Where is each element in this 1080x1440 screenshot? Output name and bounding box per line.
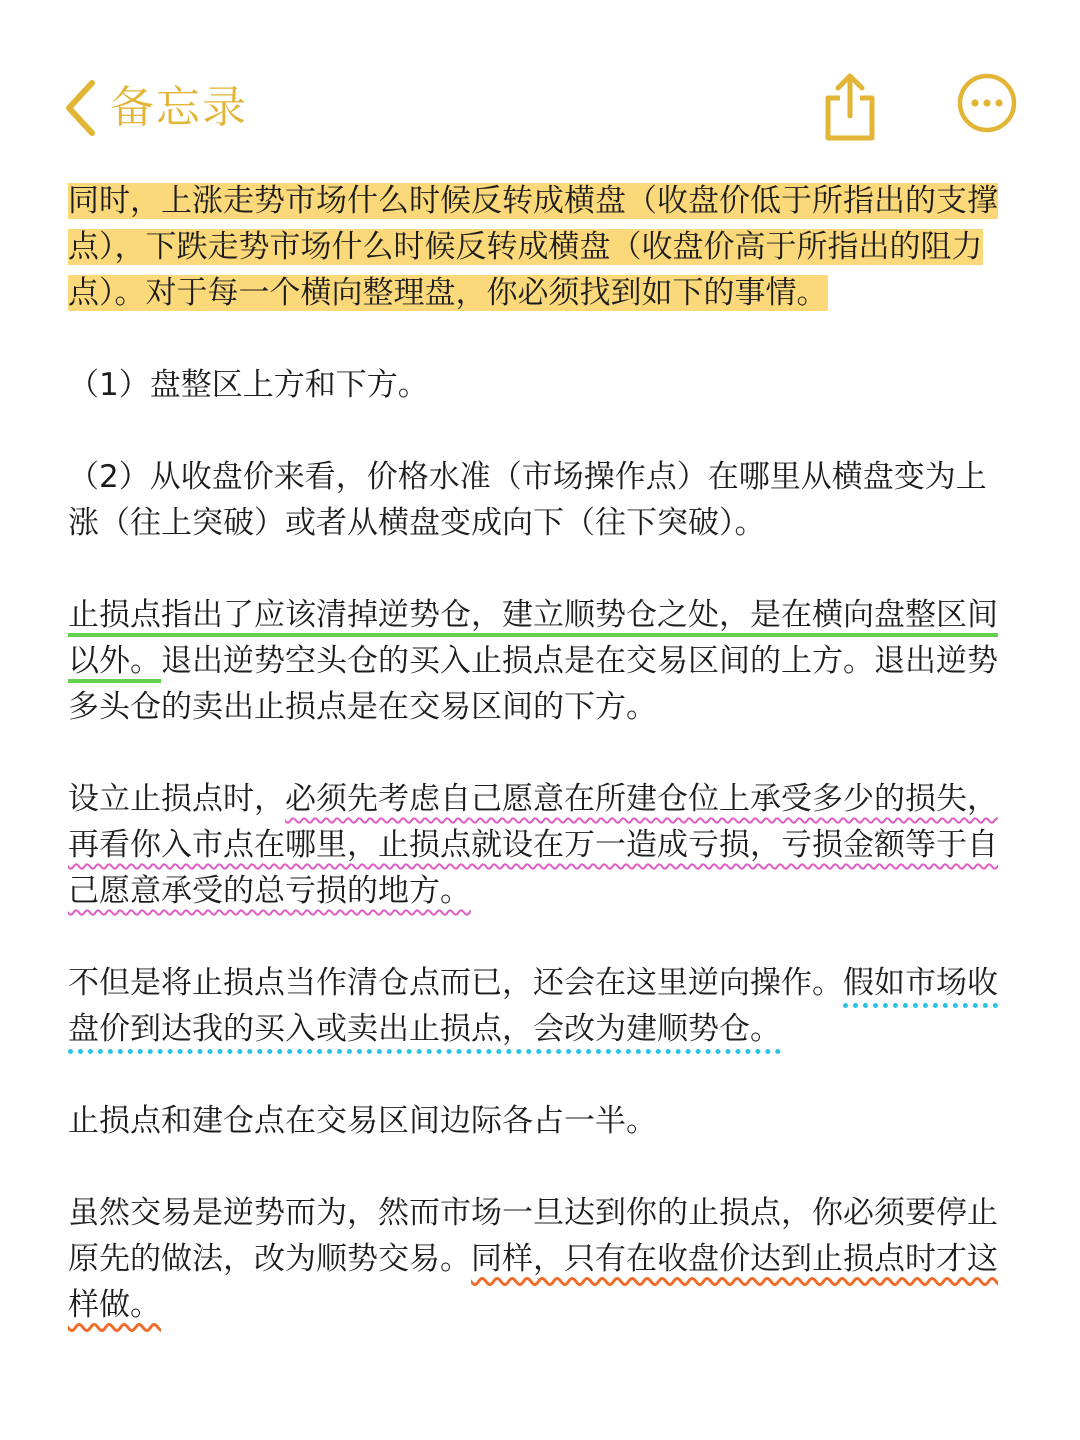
share-icon [820, 70, 880, 144]
paragraph-3: （2）从收盘价来看，价格水准（市场操作点）在哪里从横盘变为上涨（往上突破）或者从横盘变成向下（往下突破）。 [68, 459, 987, 541]
paragraph-1 [68, 178, 1012, 316]
paragraph-6 [68, 960, 1012, 1052]
back-button[interactable] [62, 68, 248, 148]
paragraph-2: （1）盘整区上方和下方。 [68, 367, 429, 403]
paragraph-8 [68, 1190, 1012, 1328]
navigation-bar [0, 60, 1080, 150]
back-label: 备忘录 [110, 82, 248, 133]
paragraph-4-rest: 退出逆势空头仓的买入止损点是在交易区间的上方。退出逆势多头仓的卖出止损点是在交易区间的下方。 [68, 643, 998, 725]
ellipsis-circle-icon [956, 72, 1018, 134]
highlighted-text: 同时，上涨走势市场什么时候反转成横盘（收盘价低于所指出的支撑点），下跌走势市场什么时候反转成横盘（收盘价高于所指出的阻力点）。对于每一个横向整理盘，你必须找到如下的事情。 [68, 183, 998, 311]
blue-dotted-underlined-text: 假如市场收盘价到达我的买入或卖出止损点，会改为建顺势仓。 [68, 965, 998, 1047]
paragraph-6-lead: 不但是将止损点当作清仓点而已，还会在这里逆向操作。 [68, 965, 843, 1001]
pink-wavy-underlined-text: 必须先考虑自己愿意在所建仓位上承受多少的损失，再看你入市点在哪里，止损点就设在万一造成亏损，亏损金额等于自己愿意承受的总亏损的地方。 [68, 781, 998, 909]
paragraph-7: 止损点和建仓点在交易区间边际各占一半。 [68, 1103, 657, 1139]
paragraph-4 [68, 592, 1012, 730]
green-underlined-text: 止损点指出了应该清掉逆势仓，建立顺势仓之处，是在横向盘整区间以外。 [68, 597, 998, 679]
paragraph-5-lead: 设立止损点时， [68, 781, 285, 817]
note-body[interactable] [68, 178, 1012, 1328]
orange-wavy-underlined-text: 同样，只有在收盘价达到止损点时才这样做。 [68, 1241, 998, 1323]
more-button[interactable] [956, 72, 1018, 134]
paragraph-5 [68, 776, 1012, 914]
chevron-left-icon [62, 78, 98, 138]
paragraph-8-lead: 虽然交易是逆势而为，然而市场一旦达到你的止损点，你必须要停止原先的做法，改为顺势交易。 [68, 1195, 998, 1277]
share-button[interactable] [820, 70, 880, 144]
